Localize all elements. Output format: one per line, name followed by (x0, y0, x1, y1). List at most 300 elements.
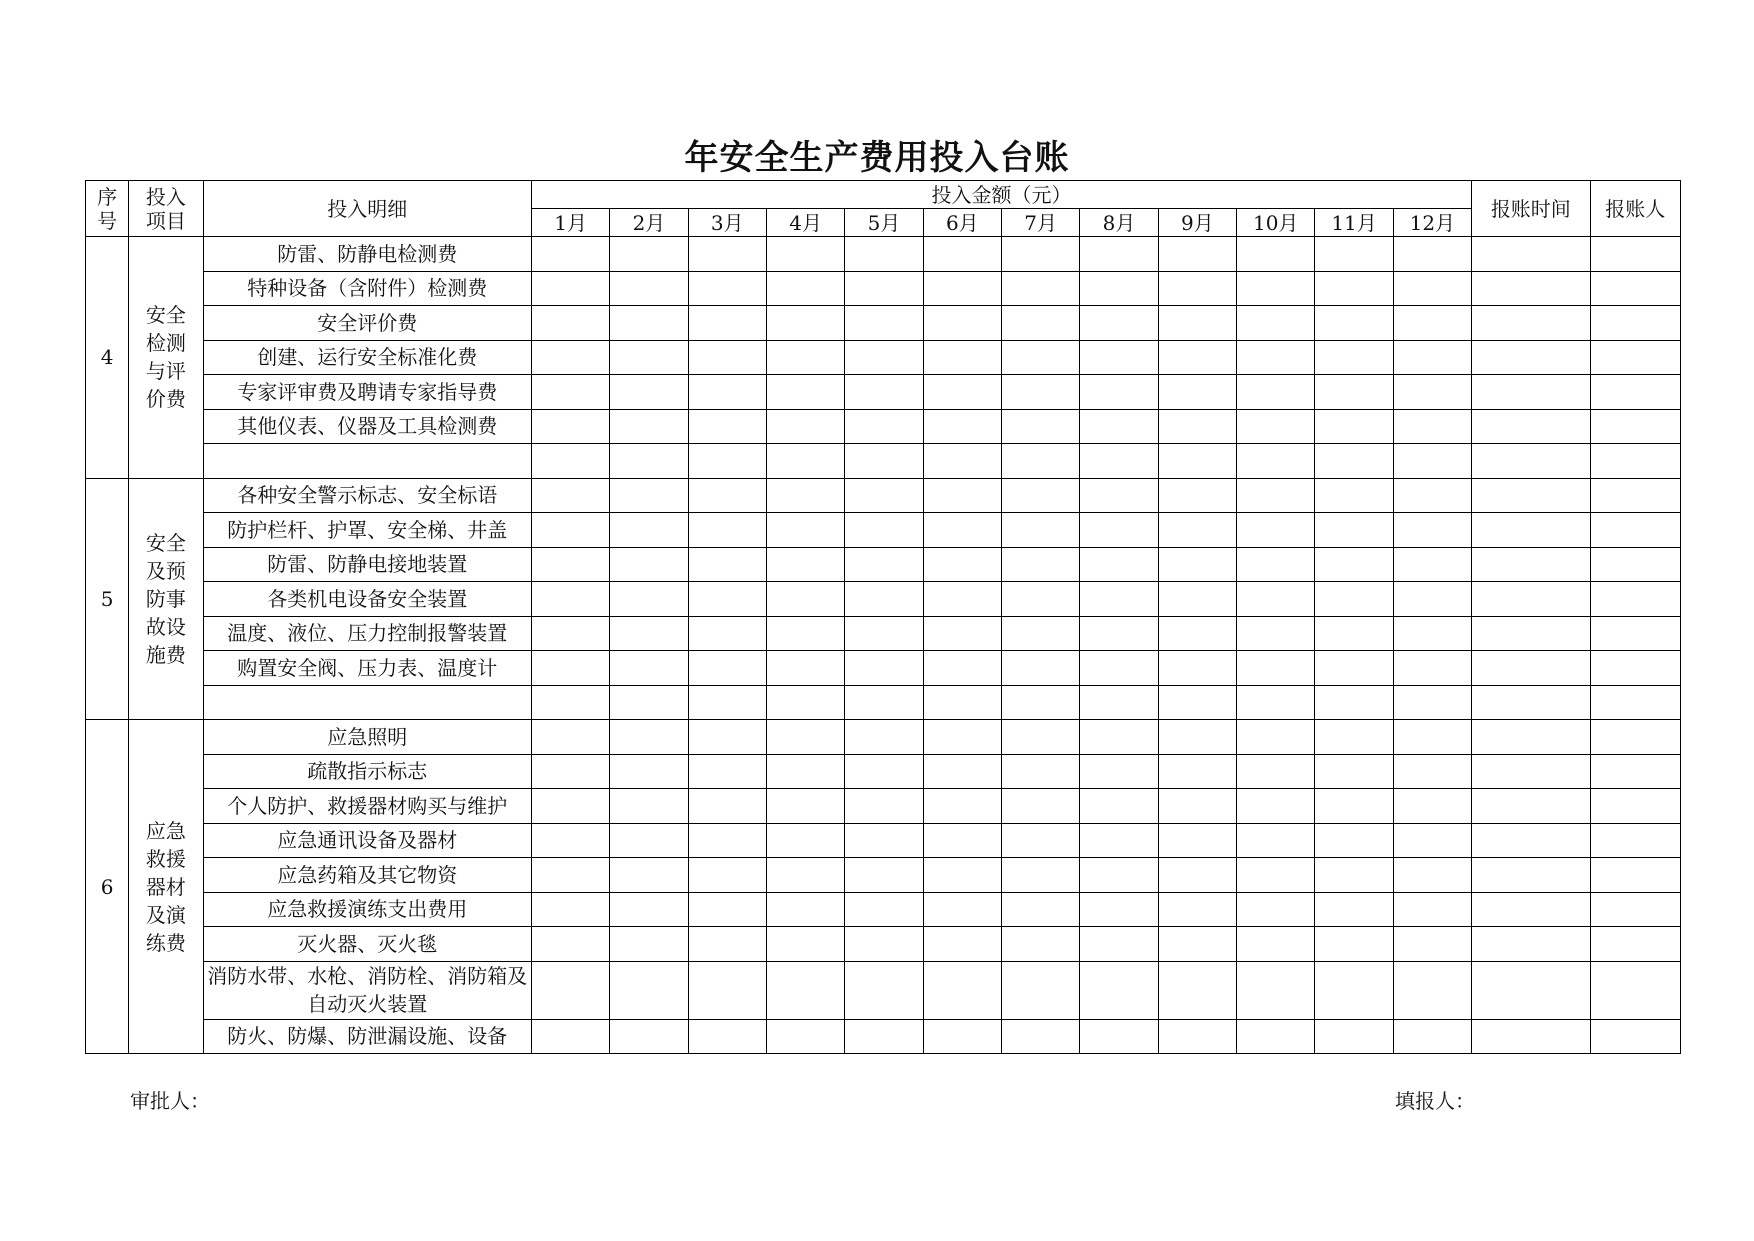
person-cell[interactable] (1590, 685, 1680, 720)
amount-cell[interactable] (766, 547, 844, 582)
person-cell[interactable] (1590, 858, 1680, 893)
amount-cell[interactable] (610, 513, 688, 548)
amount-cell[interactable] (610, 823, 688, 858)
amount-cell[interactable] (531, 961, 609, 1019)
amount-cell[interactable] (1002, 271, 1080, 306)
amount-cell[interactable] (531, 789, 609, 824)
amount-cell[interactable] (1237, 1019, 1315, 1054)
amount-cell[interactable] (845, 375, 923, 410)
amount-cell[interactable] (1002, 892, 1080, 927)
amount-cell[interactable] (688, 547, 766, 582)
amount-cell[interactable] (923, 858, 1001, 893)
amount-cell[interactable] (1237, 892, 1315, 927)
time-cell[interactable] (1472, 961, 1591, 1019)
amount-cell[interactable] (610, 685, 688, 720)
amount-cell[interactable] (1080, 306, 1158, 341)
amount-cell[interactable] (1158, 582, 1236, 617)
amount-cell[interactable] (1080, 582, 1158, 617)
person-cell[interactable] (1590, 1019, 1680, 1054)
person-cell[interactable] (1590, 789, 1680, 824)
time-cell[interactable] (1472, 927, 1591, 962)
amount-cell[interactable] (688, 720, 766, 755)
amount-cell[interactable] (610, 1019, 688, 1054)
time-cell[interactable] (1472, 306, 1591, 341)
amount-cell[interactable] (1393, 892, 1471, 927)
amount-cell[interactable] (1002, 927, 1080, 962)
amount-cell[interactable] (688, 513, 766, 548)
amount-cell[interactable] (610, 444, 688, 479)
time-cell[interactable] (1472, 651, 1591, 686)
amount-cell[interactable] (1002, 582, 1080, 617)
amount-cell[interactable] (1315, 340, 1393, 375)
amount-cell[interactable] (1315, 685, 1393, 720)
amount-cell[interactable] (1315, 375, 1393, 410)
person-cell[interactable] (1590, 961, 1680, 1019)
amount-cell[interactable] (766, 720, 844, 755)
amount-cell[interactable] (845, 685, 923, 720)
amount-cell[interactable] (766, 513, 844, 548)
amount-cell[interactable] (1237, 478, 1315, 513)
amount-cell[interactable] (845, 651, 923, 686)
amount-cell[interactable] (531, 547, 609, 582)
amount-cell[interactable] (845, 513, 923, 548)
amount-cell[interactable] (1080, 513, 1158, 548)
amount-cell[interactable] (923, 478, 1001, 513)
person-cell[interactable] (1590, 237, 1680, 272)
amount-cell[interactable] (1315, 961, 1393, 1019)
amount-cell[interactable] (610, 582, 688, 617)
person-cell[interactable] (1590, 651, 1680, 686)
person-cell[interactable] (1590, 444, 1680, 479)
amount-cell[interactable] (1315, 306, 1393, 341)
amount-cell[interactable] (1237, 409, 1315, 444)
amount-cell[interactable] (688, 616, 766, 651)
person-cell[interactable] (1590, 823, 1680, 858)
amount-cell[interactable] (1315, 651, 1393, 686)
amount-cell[interactable] (610, 651, 688, 686)
amount-cell[interactable] (610, 789, 688, 824)
amount-cell[interactable] (923, 720, 1001, 755)
amount-cell[interactable] (1080, 237, 1158, 272)
amount-cell[interactable] (1002, 858, 1080, 893)
amount-cell[interactable] (688, 478, 766, 513)
amount-cell[interactable] (923, 340, 1001, 375)
amount-cell[interactable] (688, 271, 766, 306)
amount-cell[interactable] (1237, 340, 1315, 375)
amount-cell[interactable] (531, 927, 609, 962)
amount-cell[interactable] (1158, 375, 1236, 410)
amount-cell[interactable] (923, 685, 1001, 720)
amount-cell[interactable] (1393, 582, 1471, 617)
amount-cell[interactable] (531, 237, 609, 272)
person-cell[interactable] (1590, 547, 1680, 582)
time-cell[interactable] (1472, 892, 1591, 927)
amount-cell[interactable] (1002, 823, 1080, 858)
amount-cell[interactable] (688, 444, 766, 479)
amount-cell[interactable] (1158, 1019, 1236, 1054)
amount-cell[interactable] (531, 823, 609, 858)
amount-cell[interactable] (1158, 340, 1236, 375)
amount-cell[interactable] (1315, 582, 1393, 617)
amount-cell[interactable] (1080, 823, 1158, 858)
amount-cell[interactable] (610, 961, 688, 1019)
amount-cell[interactable] (1002, 651, 1080, 686)
amount-cell[interactable] (766, 754, 844, 789)
amount-cell[interactable] (1237, 927, 1315, 962)
amount-cell[interactable] (1080, 651, 1158, 686)
amount-cell[interactable] (531, 478, 609, 513)
amount-cell[interactable] (688, 927, 766, 962)
amount-cell[interactable] (1315, 616, 1393, 651)
amount-cell[interactable] (1080, 444, 1158, 479)
amount-cell[interactable] (531, 858, 609, 893)
person-cell[interactable] (1590, 513, 1680, 548)
amount-cell[interactable] (923, 1019, 1001, 1054)
amount-cell[interactable] (1237, 582, 1315, 617)
amount-cell[interactable] (1158, 754, 1236, 789)
amount-cell[interactable] (1158, 271, 1236, 306)
amount-cell[interactable] (1393, 616, 1471, 651)
amount-cell[interactable] (1158, 513, 1236, 548)
amount-cell[interactable] (1158, 444, 1236, 479)
amount-cell[interactable] (1393, 237, 1471, 272)
amount-cell[interactable] (610, 927, 688, 962)
amount-cell[interactable] (845, 789, 923, 824)
amount-cell[interactable] (923, 789, 1001, 824)
amount-cell[interactable] (1158, 720, 1236, 755)
person-cell[interactable] (1590, 927, 1680, 962)
amount-cell[interactable] (766, 823, 844, 858)
amount-cell[interactable] (1158, 892, 1236, 927)
amount-cell[interactable] (1315, 409, 1393, 444)
amount-cell[interactable] (845, 892, 923, 927)
amount-cell[interactable] (923, 409, 1001, 444)
amount-cell[interactable] (845, 927, 923, 962)
amount-cell[interactable] (1393, 547, 1471, 582)
amount-cell[interactable] (766, 651, 844, 686)
amount-cell[interactable] (610, 478, 688, 513)
person-cell[interactable] (1590, 582, 1680, 617)
time-cell[interactable] (1472, 858, 1591, 893)
amount-cell[interactable] (845, 306, 923, 341)
amount-cell[interactable] (610, 237, 688, 272)
amount-cell[interactable] (688, 858, 766, 893)
amount-cell[interactable] (1393, 375, 1471, 410)
amount-cell[interactable] (1002, 547, 1080, 582)
amount-cell[interactable] (1002, 1019, 1080, 1054)
amount-cell[interactable] (766, 375, 844, 410)
amount-cell[interactable] (766, 789, 844, 824)
amount-cell[interactable] (1080, 858, 1158, 893)
amount-cell[interactable] (766, 340, 844, 375)
amount-cell[interactable] (1080, 961, 1158, 1019)
time-cell[interactable] (1472, 340, 1591, 375)
amount-cell[interactable] (531, 271, 609, 306)
amount-cell[interactable] (845, 720, 923, 755)
amount-cell[interactable] (1315, 858, 1393, 893)
amount-cell[interactable] (766, 409, 844, 444)
time-cell[interactable] (1472, 685, 1591, 720)
person-cell[interactable] (1590, 616, 1680, 651)
time-cell[interactable] (1472, 547, 1591, 582)
amount-cell[interactable] (766, 858, 844, 893)
amount-cell[interactable] (1158, 858, 1236, 893)
amount-cell[interactable] (1158, 237, 1236, 272)
amount-cell[interactable] (1315, 927, 1393, 962)
amount-cell[interactable] (688, 340, 766, 375)
amount-cell[interactable] (1237, 513, 1315, 548)
amount-cell[interactable] (923, 375, 1001, 410)
amount-cell[interactable] (610, 858, 688, 893)
amount-cell[interactable] (845, 237, 923, 272)
amount-cell[interactable] (688, 651, 766, 686)
amount-cell[interactable] (610, 547, 688, 582)
amount-cell[interactable] (845, 858, 923, 893)
amount-cell[interactable] (688, 1019, 766, 1054)
amount-cell[interactable] (1393, 720, 1471, 755)
amount-cell[interactable] (1237, 858, 1315, 893)
amount-cell[interactable] (1002, 306, 1080, 341)
amount-cell[interactable] (923, 513, 1001, 548)
amount-cell[interactable] (1158, 685, 1236, 720)
amount-cell[interactable] (531, 306, 609, 341)
amount-cell[interactable] (1237, 823, 1315, 858)
amount-cell[interactable] (1237, 237, 1315, 272)
amount-cell[interactable] (1080, 1019, 1158, 1054)
amount-cell[interactable] (1315, 892, 1393, 927)
amount-cell[interactable] (531, 616, 609, 651)
amount-cell[interactable] (1393, 306, 1471, 341)
amount-cell[interactable] (1315, 478, 1393, 513)
person-cell[interactable] (1590, 892, 1680, 927)
amount-cell[interactable] (923, 237, 1001, 272)
amount-cell[interactable] (1080, 340, 1158, 375)
amount-cell[interactable] (923, 651, 1001, 686)
amount-cell[interactable] (1237, 651, 1315, 686)
amount-cell[interactable] (1393, 685, 1471, 720)
amount-cell[interactable] (1237, 306, 1315, 341)
amount-cell[interactable] (688, 685, 766, 720)
amount-cell[interactable] (845, 271, 923, 306)
amount-cell[interactable] (1315, 237, 1393, 272)
amount-cell[interactable] (1158, 789, 1236, 824)
amount-cell[interactable] (766, 306, 844, 341)
amount-cell[interactable] (1158, 927, 1236, 962)
time-cell[interactable] (1472, 754, 1591, 789)
amount-cell[interactable] (923, 444, 1001, 479)
amount-cell[interactable] (531, 409, 609, 444)
amount-cell[interactable] (1237, 616, 1315, 651)
amount-cell[interactable] (923, 306, 1001, 341)
amount-cell[interactable] (1393, 823, 1471, 858)
amount-cell[interactable] (1158, 651, 1236, 686)
amount-cell[interactable] (1080, 375, 1158, 410)
amount-cell[interactable] (610, 892, 688, 927)
amount-cell[interactable] (1393, 1019, 1471, 1054)
person-cell[interactable] (1590, 271, 1680, 306)
amount-cell[interactable] (531, 513, 609, 548)
amount-cell[interactable] (531, 720, 609, 755)
amount-cell[interactable] (688, 306, 766, 341)
amount-cell[interactable] (1315, 1019, 1393, 1054)
amount-cell[interactable] (923, 754, 1001, 789)
amount-cell[interactable] (1237, 271, 1315, 306)
amount-cell[interactable] (1158, 616, 1236, 651)
amount-cell[interactable] (766, 685, 844, 720)
amount-cell[interactable] (845, 340, 923, 375)
amount-cell[interactable] (531, 754, 609, 789)
amount-cell[interactable] (688, 409, 766, 444)
amount-cell[interactable] (845, 547, 923, 582)
amount-cell[interactable] (688, 754, 766, 789)
amount-cell[interactable] (610, 340, 688, 375)
time-cell[interactable] (1472, 1019, 1591, 1054)
amount-cell[interactable] (688, 789, 766, 824)
amount-cell[interactable] (1080, 616, 1158, 651)
amount-cell[interactable] (610, 720, 688, 755)
amount-cell[interactable] (1080, 409, 1158, 444)
amount-cell[interactable] (1002, 375, 1080, 410)
amount-cell[interactable] (1393, 961, 1471, 1019)
amount-cell[interactable] (1002, 961, 1080, 1019)
amount-cell[interactable] (923, 616, 1001, 651)
amount-cell[interactable] (845, 823, 923, 858)
amount-cell[interactable] (766, 478, 844, 513)
amount-cell[interactable] (610, 271, 688, 306)
amount-cell[interactable] (1393, 927, 1471, 962)
time-cell[interactable] (1472, 478, 1591, 513)
amount-cell[interactable] (1002, 409, 1080, 444)
amount-cell[interactable] (1393, 651, 1471, 686)
amount-cell[interactable] (766, 892, 844, 927)
amount-cell[interactable] (531, 685, 609, 720)
person-cell[interactable] (1590, 754, 1680, 789)
amount-cell[interactable] (531, 340, 609, 375)
amount-cell[interactable] (1080, 754, 1158, 789)
amount-cell[interactable] (1158, 547, 1236, 582)
amount-cell[interactable] (531, 582, 609, 617)
amount-cell[interactable] (766, 961, 844, 1019)
amount-cell[interactable] (688, 375, 766, 410)
amount-cell[interactable] (845, 961, 923, 1019)
time-cell[interactable] (1472, 582, 1591, 617)
amount-cell[interactable] (531, 444, 609, 479)
amount-cell[interactable] (1002, 513, 1080, 548)
time-cell[interactable] (1472, 720, 1591, 755)
amount-cell[interactable] (1315, 547, 1393, 582)
amount-cell[interactable] (1393, 513, 1471, 548)
amount-cell[interactable] (1315, 444, 1393, 479)
amount-cell[interactable] (531, 892, 609, 927)
amount-cell[interactable] (1315, 823, 1393, 858)
amount-cell[interactable] (1002, 444, 1080, 479)
amount-cell[interactable] (766, 271, 844, 306)
time-cell[interactable] (1472, 237, 1591, 272)
amount-cell[interactable] (1237, 720, 1315, 755)
amount-cell[interactable] (1158, 478, 1236, 513)
amount-cell[interactable] (1315, 789, 1393, 824)
amount-cell[interactable] (1237, 754, 1315, 789)
amount-cell[interactable] (1315, 271, 1393, 306)
amount-cell[interactable] (1158, 823, 1236, 858)
amount-cell[interactable] (766, 616, 844, 651)
amount-cell[interactable] (1393, 340, 1471, 375)
amount-cell[interactable] (610, 306, 688, 341)
amount-cell[interactable] (1393, 444, 1471, 479)
amount-cell[interactable] (766, 582, 844, 617)
amount-cell[interactable] (845, 582, 923, 617)
amount-cell[interactable] (1393, 754, 1471, 789)
amount-cell[interactable] (610, 754, 688, 789)
amount-cell[interactable] (1002, 340, 1080, 375)
person-cell[interactable] (1590, 340, 1680, 375)
person-cell[interactable] (1590, 409, 1680, 444)
person-cell[interactable] (1590, 306, 1680, 341)
amount-cell[interactable] (923, 271, 1001, 306)
amount-cell[interactable] (610, 616, 688, 651)
amount-cell[interactable] (1080, 478, 1158, 513)
amount-cell[interactable] (1158, 306, 1236, 341)
amount-cell[interactable] (1315, 754, 1393, 789)
amount-cell[interactable] (1158, 409, 1236, 444)
amount-cell[interactable] (531, 375, 609, 410)
amount-cell[interactable] (766, 927, 844, 962)
amount-cell[interactable] (766, 444, 844, 479)
amount-cell[interactable] (1158, 961, 1236, 1019)
amount-cell[interactable] (1237, 444, 1315, 479)
amount-cell[interactable] (845, 478, 923, 513)
amount-cell[interactable] (1002, 616, 1080, 651)
amount-cell[interactable] (1002, 685, 1080, 720)
amount-cell[interactable] (845, 409, 923, 444)
amount-cell[interactable] (1080, 927, 1158, 962)
amount-cell[interactable] (845, 754, 923, 789)
time-cell[interactable] (1472, 823, 1591, 858)
amount-cell[interactable] (1080, 720, 1158, 755)
amount-cell[interactable] (688, 961, 766, 1019)
amount-cell[interactable] (1237, 789, 1315, 824)
amount-cell[interactable] (1237, 547, 1315, 582)
amount-cell[interactable] (766, 1019, 844, 1054)
amount-cell[interactable] (531, 651, 609, 686)
amount-cell[interactable] (845, 616, 923, 651)
amount-cell[interactable] (1002, 720, 1080, 755)
amount-cell[interactable] (923, 961, 1001, 1019)
person-cell[interactable] (1590, 375, 1680, 410)
amount-cell[interactable] (688, 823, 766, 858)
amount-cell[interactable] (845, 1019, 923, 1054)
amount-cell[interactable] (1080, 685, 1158, 720)
amount-cell[interactable] (1080, 547, 1158, 582)
amount-cell[interactable] (923, 582, 1001, 617)
amount-cell[interactable] (1080, 892, 1158, 927)
person-cell[interactable] (1590, 720, 1680, 755)
amount-cell[interactable] (688, 237, 766, 272)
amount-cell[interactable] (1393, 271, 1471, 306)
amount-cell[interactable] (1080, 271, 1158, 306)
amount-cell[interactable] (1393, 789, 1471, 824)
amount-cell[interactable] (688, 582, 766, 617)
amount-cell[interactable] (1315, 720, 1393, 755)
amount-cell[interactable] (1002, 789, 1080, 824)
amount-cell[interactable] (1393, 858, 1471, 893)
time-cell[interactable] (1472, 616, 1591, 651)
amount-cell[interactable] (923, 892, 1001, 927)
time-cell[interactable] (1472, 444, 1591, 479)
amount-cell[interactable] (1393, 478, 1471, 513)
amount-cell[interactable] (1315, 513, 1393, 548)
amount-cell[interactable] (1002, 754, 1080, 789)
